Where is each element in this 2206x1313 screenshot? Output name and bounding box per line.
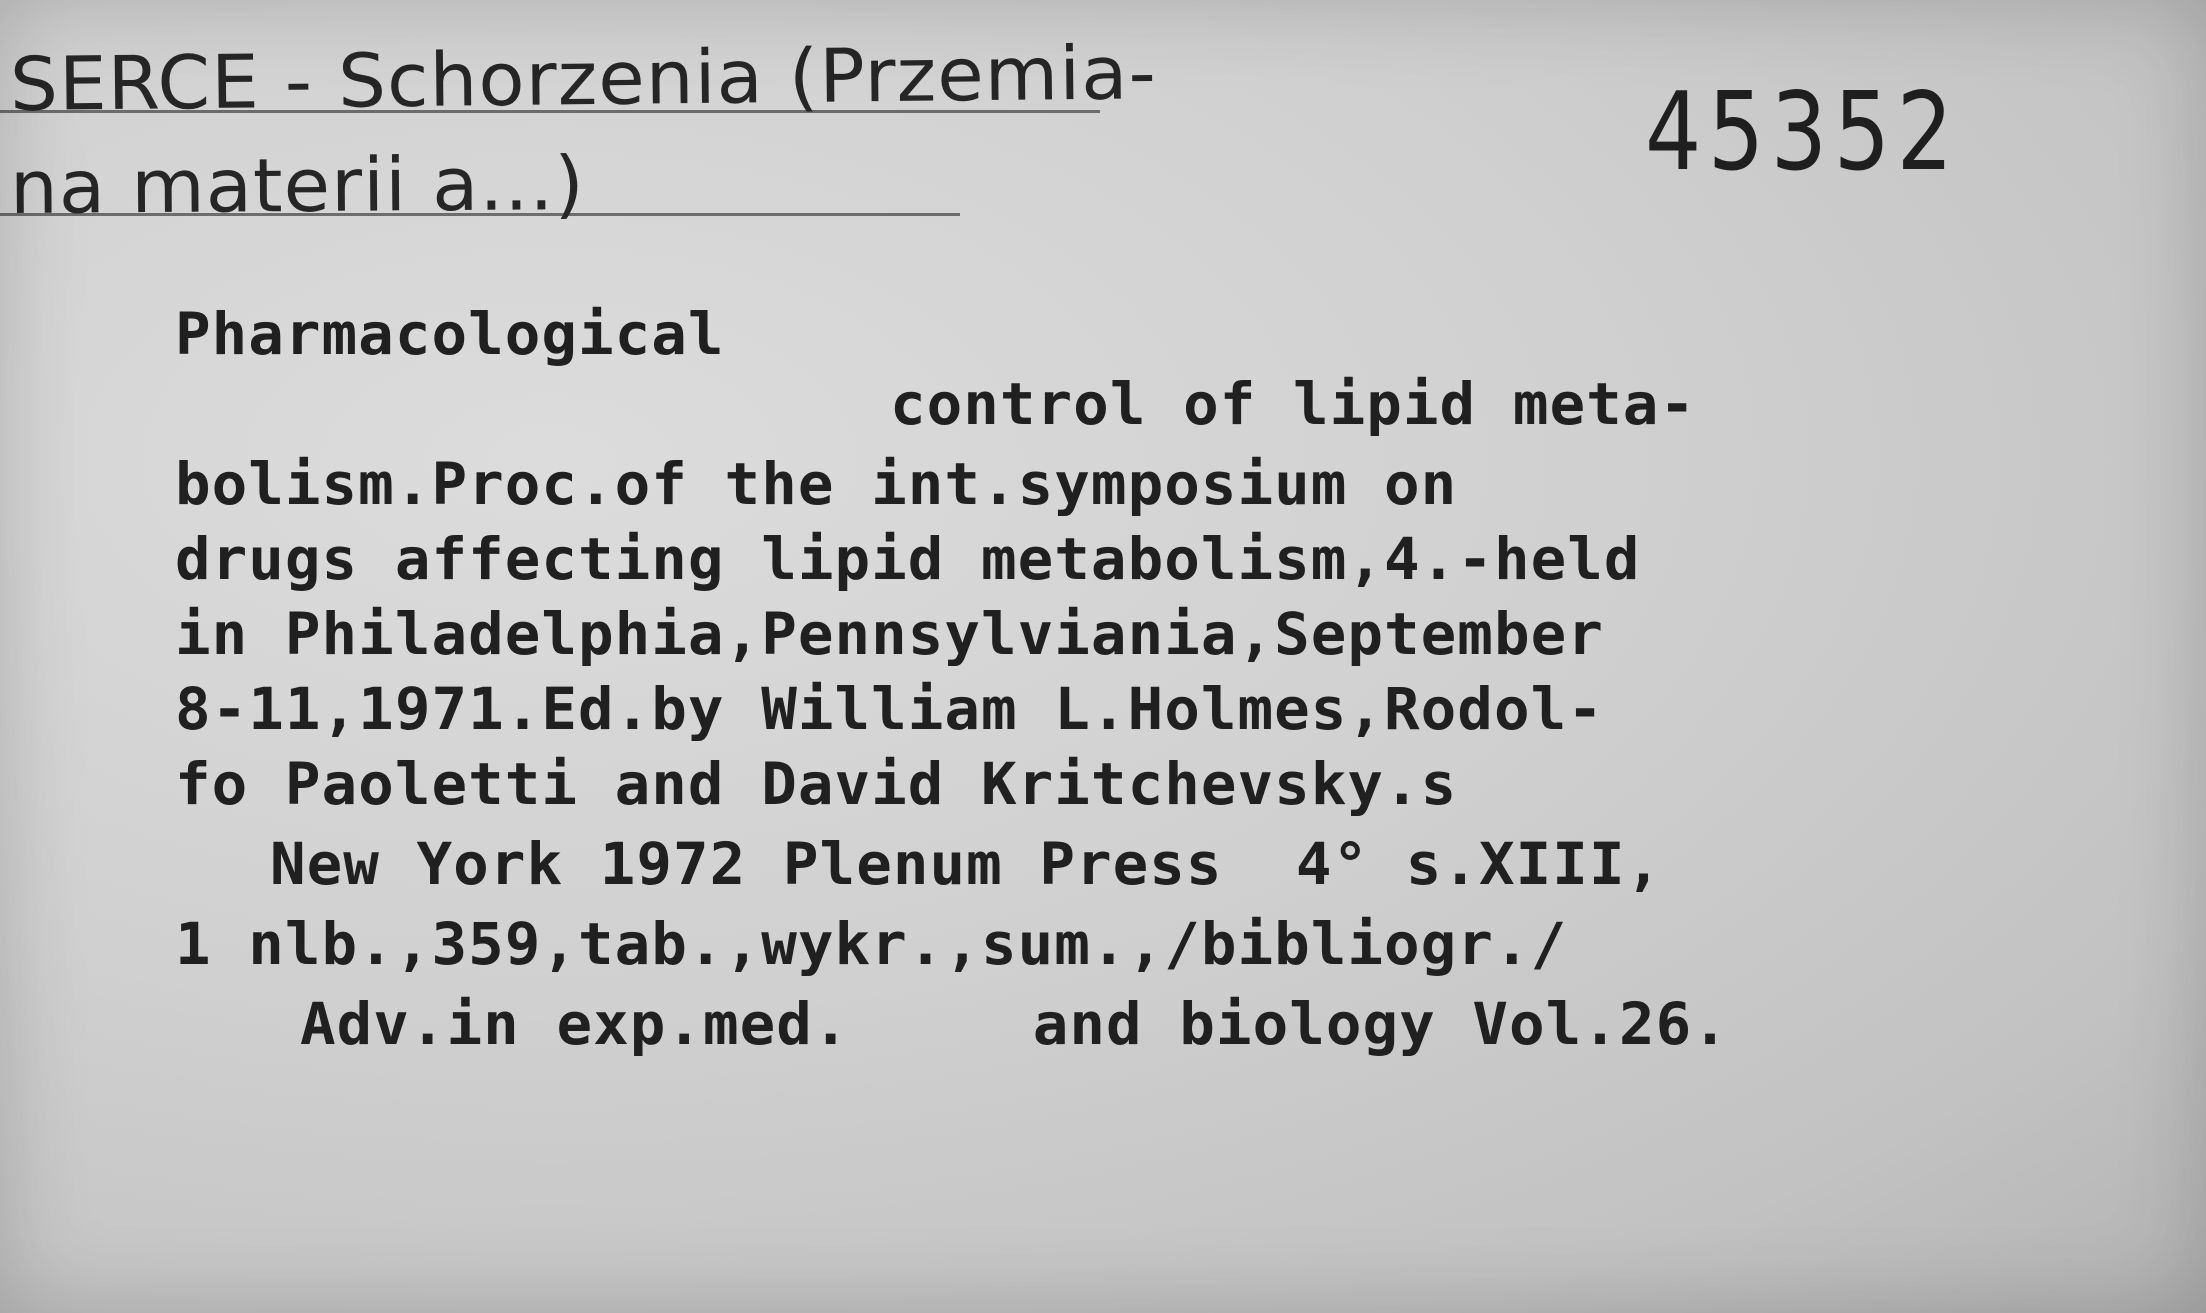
- subject-heading-line-1: SERCE - Schorzenia (Przemia-: [9, 30, 1158, 128]
- description-line-3: bolism.Proc.of the int.symposium on: [175, 450, 1458, 518]
- description-line-4: drugs affecting lipid metabolism,4.-held: [175, 525, 1641, 593]
- imprint-line: New York 1972 Plenum Press 4° s.XIII,: [270, 830, 1663, 898]
- series-line: Adv.in exp.med. and biology Vol.26.: [300, 990, 1729, 1058]
- description-line-5: in Philadelphia,Pennsylviania,September: [175, 600, 1604, 668]
- description-line-7: fo Paoletti and David Kritchevsky.s: [175, 750, 1458, 818]
- subject-heading-line-2: na materii a...): [9, 141, 586, 231]
- title-line-1: Pharmacological: [175, 300, 725, 368]
- collation-line: 1 nlb.,359,tab.,wykr.,sum.,/bibliogr./: [175, 910, 1568, 978]
- title-line-2: control of lipid meta-: [890, 370, 1697, 438]
- catalog-number: 45352: [1645, 70, 1960, 195]
- description-line-6: 8-11,1971.Ed.by William L.Holmes,Rodol-: [175, 675, 1604, 743]
